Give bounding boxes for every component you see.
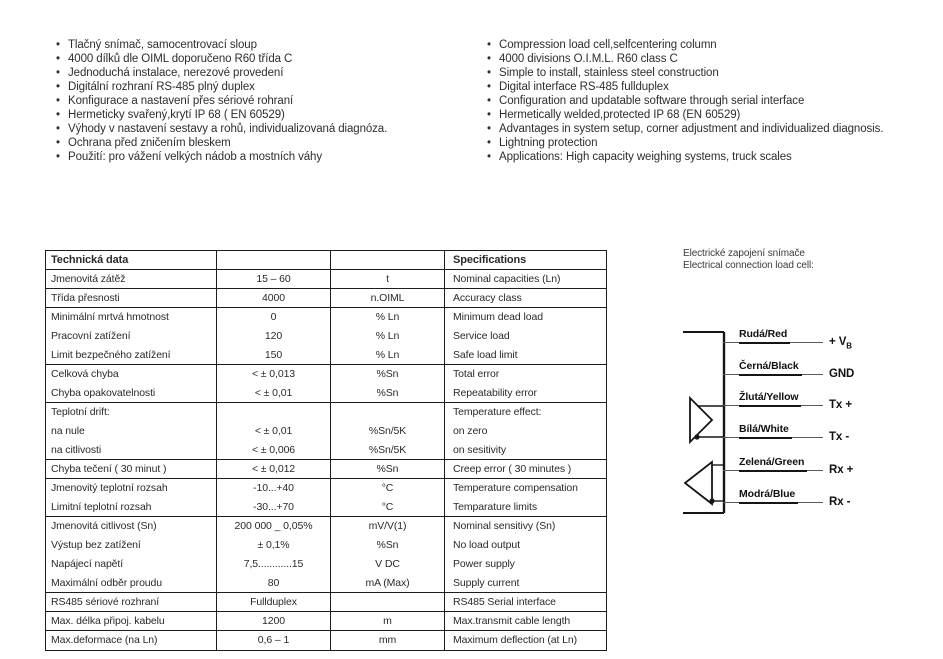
cell-unit <box>331 384 445 402</box>
bullet-icon <box>56 150 68 164</box>
cell-unit <box>331 346 445 364</box>
wire-color-label: Zelená/Green <box>739 456 807 472</box>
bullet-icon <box>56 108 68 122</box>
english-label-text: on zero <box>453 425 488 437</box>
bullet-icon <box>487 122 499 136</box>
list-item <box>56 108 486 122</box>
czech-label-text: Pracovní zatížení <box>51 330 131 342</box>
cell-value <box>217 555 331 574</box>
list-item <box>56 80 486 94</box>
list-item-text: Tlačný snímač, samocentrovací sloup <box>68 39 257 51</box>
unit-text: %Sn <box>376 386 399 399</box>
wire-row <box>723 391 852 411</box>
list-item <box>56 150 486 164</box>
cell-english-label <box>445 517 605 536</box>
signal-text: Rx - <box>829 495 851 508</box>
bullet-icon <box>56 38 68 52</box>
connection-diagram <box>683 325 898 525</box>
bullet-icon <box>487 38 499 52</box>
signal-text: Tx + <box>829 398 852 411</box>
cell-value <box>217 327 331 346</box>
cell-english-label <box>445 384 605 402</box>
wire-color-label: Žlutá/Yellow <box>739 391 801 407</box>
value-text: 0,6 – 1 <box>257 634 290 646</box>
bullet-icon <box>487 150 499 164</box>
wire-color-label: Černá/Black <box>739 360 802 376</box>
cell-unit <box>331 460 445 478</box>
cell-english-label <box>445 289 605 307</box>
cell-czech-label <box>46 631 217 650</box>
list-item-text: Jednoduchá instalace, nerezové provedení <box>68 67 284 79</box>
table-row <box>46 593 606 612</box>
cell-english-label <box>445 346 605 364</box>
cell-english-label <box>445 403 605 422</box>
czech-label-text: Teplotní drift: <box>51 406 110 418</box>
cell-value <box>217 631 331 650</box>
english-label-text: Accuracy class <box>453 291 522 304</box>
cell-czech-label <box>46 574 217 592</box>
unit-text: t <box>386 272 389 285</box>
value-text: 150 <box>264 348 283 361</box>
cell-value <box>217 403 331 422</box>
wire-color-label: Modrá/Blue <box>739 488 798 504</box>
unit-text: %Sn <box>376 462 399 475</box>
table-row <box>46 555 606 574</box>
cell-english-label <box>445 327 605 346</box>
signal-text: + V <box>829 335 847 348</box>
list-item <box>56 122 486 136</box>
english-label-text: Nominal sensitivy (Sn) <box>453 520 556 532</box>
value-text: 7,5............15 <box>243 558 304 570</box>
bullet-icon <box>56 80 68 94</box>
table-row <box>46 498 606 517</box>
unit-text: °C <box>381 482 394 494</box>
unit-text: %Sn/5K <box>368 425 407 437</box>
cell-value <box>217 593 331 611</box>
list-item-text: Hermetically welded,protected IP 68 (EN 60529) <box>499 109 741 121</box>
bullet-icon <box>487 66 499 80</box>
list-item-text: Konfigurace a nastavení přes sériové rohraní <box>68 95 294 107</box>
unit-text: mV/V(1) <box>368 520 407 532</box>
cell-czech-label <box>46 403 217 422</box>
cell-czech-label <box>46 308 217 327</box>
english-label-text: Nominal capacities (Ln) <box>453 272 561 285</box>
cell-czech-label <box>46 498 217 516</box>
wire-row <box>723 488 851 508</box>
english-label-text: Supply current <box>453 576 520 589</box>
cell-unit <box>331 422 445 441</box>
diagram-title-english: Electrical connection load cell: <box>683 260 814 271</box>
unit-text: % Ln <box>375 330 400 342</box>
spec-table <box>45 250 607 651</box>
diagram-title-czech: Electrické zapojení snímače <box>683 248 805 259</box>
rx-inverting-dot <box>709 498 714 503</box>
list-item-text: Použití: pro vážení velkých nádob a mostních váhy <box>68 151 322 163</box>
table-header-english <box>445 251 605 269</box>
cell-unit <box>331 498 445 516</box>
cell-unit <box>331 612 445 630</box>
cell-unit <box>331 574 445 592</box>
bullet-icon <box>487 52 499 66</box>
cell-czech-label <box>46 365 217 384</box>
value-text: -30...+70 <box>253 500 294 513</box>
cell-unit <box>331 308 445 327</box>
cell-value <box>217 460 331 478</box>
table-header-value <box>217 251 331 269</box>
table-header-czech-label: Technická data <box>51 253 129 266</box>
unit-text: %Sn/5K <box>368 443 407 456</box>
list-item <box>487 108 922 122</box>
cell-english-label <box>445 536 605 555</box>
cell-english-label <box>445 270 605 288</box>
bullet-icon <box>56 122 68 136</box>
cell-unit <box>331 403 445 422</box>
czech-label-text: Max.deformace (na Ln) <box>51 634 158 646</box>
cell-value <box>217 422 331 441</box>
value-text: 200 000 _ 0,05% <box>234 520 313 532</box>
english-label-text: Power supply <box>453 558 515 570</box>
wire-signal-label <box>829 336 852 350</box>
list-item <box>487 66 922 80</box>
cell-english-label <box>445 479 605 498</box>
table-row <box>46 631 606 650</box>
wire-row <box>723 360 855 380</box>
list-item-text: Advantages in system setup, corner adjustment and individualized diagnosis. <box>499 123 884 135</box>
list-item <box>56 66 486 80</box>
table-row <box>46 460 606 479</box>
cell-value <box>217 441 331 459</box>
list-item-text: Výhody v nastavení sestavy a rohů, individualizovaná diagnóza. <box>68 123 388 135</box>
cell-czech-label <box>46 517 217 536</box>
cell-value <box>217 346 331 364</box>
wire-color-label: Rudá/Red <box>739 328 790 344</box>
wire-row <box>723 456 854 476</box>
unit-text: m <box>383 614 392 627</box>
value-text: Fullduplex <box>250 595 297 608</box>
cell-czech-label <box>46 612 217 630</box>
table-row <box>46 479 606 498</box>
cell-english-label <box>445 308 605 327</box>
table-row <box>46 346 606 365</box>
cell-value <box>217 612 331 630</box>
cell-czech-label <box>46 270 217 288</box>
value-text: < ± 0,01 <box>254 386 293 399</box>
unit-text: n.OIML <box>370 291 405 304</box>
bullet-icon <box>56 136 68 150</box>
english-label-text: Maximum deflection (at Ln) <box>453 634 578 646</box>
table-row <box>46 327 606 346</box>
list-item <box>487 38 922 52</box>
list-item <box>487 122 922 136</box>
cell-unit <box>331 479 445 498</box>
value-text: -10...+40 <box>253 482 294 494</box>
czech-label-text: Výstup bez zatížení <box>51 539 141 551</box>
czech-feature-list <box>56 38 486 164</box>
value-text: 80 <box>267 576 280 589</box>
czech-label-text: Chyba opakovatelnosti <box>51 386 156 399</box>
cell-czech-label <box>46 289 217 307</box>
bullet-icon <box>56 52 68 66</box>
cell-english-label <box>445 422 605 441</box>
english-label-text: Creep error ( 30 minutes ) <box>453 462 572 475</box>
cell-value <box>217 498 331 516</box>
english-label-text: Minimum dead load <box>453 311 543 323</box>
table-row <box>46 536 606 555</box>
cell-czech-label <box>46 555 217 574</box>
list-item <box>487 136 922 150</box>
cell-unit <box>331 270 445 288</box>
english-label-text: Temparature limits <box>453 500 537 513</box>
list-item <box>487 150 922 164</box>
english-label-text: Total error <box>453 368 500 380</box>
table-header-unit <box>331 251 445 269</box>
cell-unit <box>331 517 445 536</box>
czech-label-text: Max. délka připoj. kabelu <box>51 614 165 627</box>
list-item-text: Lightning protection <box>499 137 598 149</box>
english-feature-list <box>487 38 922 164</box>
bullet-icon <box>487 136 499 150</box>
english-label-text: Max.transmit cable length <box>453 614 571 627</box>
czech-label-text: RS485 sériové rozhraní <box>51 595 160 608</box>
czech-label-text: Celková chyba <box>51 368 119 380</box>
value-text: < ± 0,01 <box>254 425 293 437</box>
cell-unit <box>331 593 445 611</box>
unit-text: V DC <box>375 558 400 570</box>
tx-driver-symbol <box>690 398 712 442</box>
czech-label-text: Maximální odběr proudu <box>51 576 163 589</box>
table-row <box>46 308 606 327</box>
cell-unit <box>331 555 445 574</box>
cell-value <box>217 517 331 536</box>
czech-label-text: Minimální mrtvá hmotnost <box>51 311 169 323</box>
cell-czech-label <box>46 479 217 498</box>
diagram-title <box>683 248 814 272</box>
cell-english-label <box>445 574 605 592</box>
czech-label-text: na citlivosti <box>51 443 102 456</box>
cell-english-label <box>445 365 605 384</box>
czech-label-text: Napájecí napětí <box>51 558 124 570</box>
list-item-text: Hermeticky svařený,krytí IP 68 ( EN 60529) <box>68 109 285 121</box>
rx-receiver-symbol <box>685 462 712 504</box>
cell-value <box>217 384 331 402</box>
unit-text: mA (Max) <box>365 576 410 589</box>
cell-czech-label <box>46 422 217 441</box>
cell-czech-label <box>46 346 217 364</box>
cell-unit <box>331 327 445 346</box>
wire-signal-label <box>829 368 854 382</box>
value-text: 120 <box>264 330 283 342</box>
wire-row <box>723 423 850 443</box>
bullet-icon <box>487 80 499 94</box>
list-item <box>56 136 486 150</box>
table-row <box>46 441 606 460</box>
cell-czech-label <box>46 441 217 459</box>
czech-label-text: Limit bezpečného zatížení <box>51 348 171 361</box>
signal-text: Rx + <box>829 463 854 476</box>
cell-unit <box>331 441 445 459</box>
table-header-english-label: Specifications <box>453 253 527 266</box>
list-item-text: 4000 divisions O.I.M.L. R60 class C <box>499 53 678 65</box>
czech-label-text: Limitní teplotní rozsah <box>51 500 152 513</box>
unit-text: mm <box>378 634 397 646</box>
value-text: 15 – 60 <box>256 272 291 285</box>
table-row <box>46 365 606 384</box>
list-item-text: Compression load cell,selfcentering column <box>499 39 717 51</box>
signal-subscript: B <box>846 341 852 350</box>
bullet-icon <box>487 108 499 122</box>
czech-label-text: Chyba tečení ( 30 minut ) <box>51 462 167 475</box>
cell-english-label <box>445 460 605 478</box>
cell-value <box>217 365 331 384</box>
cell-czech-label <box>46 460 217 478</box>
cell-unit <box>331 631 445 650</box>
cell-english-label <box>445 555 605 574</box>
table-header-row <box>46 251 606 270</box>
unit-text: °C <box>381 500 394 513</box>
bullet-icon <box>487 94 499 108</box>
cell-value <box>217 270 331 288</box>
english-label-text: Repeatability error <box>453 386 537 399</box>
czech-label-text: na nule <box>51 425 85 437</box>
cell-english-label <box>445 498 605 516</box>
wire-signal-label <box>829 399 852 413</box>
cell-czech-label <box>46 593 217 611</box>
english-label-text: Service load <box>453 330 510 342</box>
cell-english-label <box>445 631 605 650</box>
table-body <box>46 270 606 650</box>
cell-czech-label <box>46 384 217 402</box>
czech-label-text: Třída přesnosti <box>51 291 120 304</box>
cell-value <box>217 574 331 592</box>
value-text: < ± 0,006 <box>251 443 296 456</box>
value-text: < ± 0,012 <box>251 462 296 475</box>
list-item-text: Configuration and updatable software through serial interface <box>499 95 805 107</box>
list-item <box>56 94 486 108</box>
cell-czech-label <box>46 536 217 555</box>
list-item-text: Applications: High capacity weighing systems, truck scales <box>499 151 792 163</box>
cell-english-label <box>445 441 605 459</box>
cell-unit <box>331 365 445 384</box>
signal-text: GND <box>829 367 855 380</box>
table-row <box>46 574 606 593</box>
cell-czech-label <box>46 327 217 346</box>
list-item-text: Digitální rozhraní RS-485 plný duplex <box>68 81 255 93</box>
value-text: 0 <box>270 311 277 323</box>
english-label-text: on sesitivity <box>453 443 506 456</box>
unit-text: % Ln <box>375 348 400 361</box>
list-item-text: Digital interface RS-485 fullduplex <box>499 81 669 93</box>
value-text: ± 0,1% <box>257 539 290 551</box>
value-text: 1200 <box>262 614 285 627</box>
list-item <box>56 52 486 66</box>
wire-row <box>723 328 852 350</box>
value-text: 4000 <box>262 291 285 304</box>
cell-unit <box>331 289 445 307</box>
unit-text: %Sn <box>376 539 399 551</box>
cell-value <box>217 479 331 498</box>
wire-signal-label <box>829 464 853 478</box>
cell-value <box>217 536 331 555</box>
wire-signal-label <box>829 431 849 445</box>
cell-value <box>217 308 331 327</box>
bullet-icon <box>56 94 68 108</box>
unit-text: % Ln <box>375 311 400 323</box>
table-row <box>46 289 606 308</box>
bullet-icon <box>56 66 68 80</box>
cell-english-label <box>445 612 605 630</box>
english-label-text: No load output <box>453 539 520 551</box>
unit-text: %Sn <box>376 368 399 380</box>
list-item-text: Ochrana před zničením bleskem <box>68 137 231 149</box>
czech-label-text: Jmenovitá citlivost (Sn) <box>51 520 157 532</box>
list-item <box>487 52 922 66</box>
english-label-text: RS485 Serial interface <box>453 595 556 608</box>
list-item <box>487 80 922 94</box>
czech-label-text: Jmenovitá zátěž <box>51 272 126 285</box>
cell-english-label <box>445 593 605 611</box>
table-row <box>46 517 606 536</box>
table-row <box>46 612 606 631</box>
table-row <box>46 403 606 422</box>
table-row <box>46 270 606 289</box>
english-label-text: Safe load limit <box>453 348 518 361</box>
czech-label-text: Jmenovitý teplotní rozsah <box>51 482 168 494</box>
english-label-text: Temperature effect: <box>453 406 542 418</box>
signal-text: Tx - <box>829 430 850 443</box>
table-header-czech <box>46 251 217 269</box>
tx-inverting-dot <box>694 434 699 439</box>
wire-signal-label <box>829 496 850 510</box>
value-text: < ± 0,013 <box>251 368 296 380</box>
table-row <box>46 422 606 441</box>
list-item <box>56 38 486 52</box>
wire-color-label: Bílá/White <box>739 423 792 439</box>
table-row <box>46 384 606 403</box>
list-item <box>487 94 922 108</box>
list-item-text: Simple to install, stainless steel construction <box>499 67 719 79</box>
list-item-text: 4000 dílků dle OIML doporučeno R60 třída C <box>68 53 293 65</box>
cell-value <box>217 289 331 307</box>
cell-unit <box>331 536 445 555</box>
english-label-text: Temperature compensation <box>453 482 578 494</box>
